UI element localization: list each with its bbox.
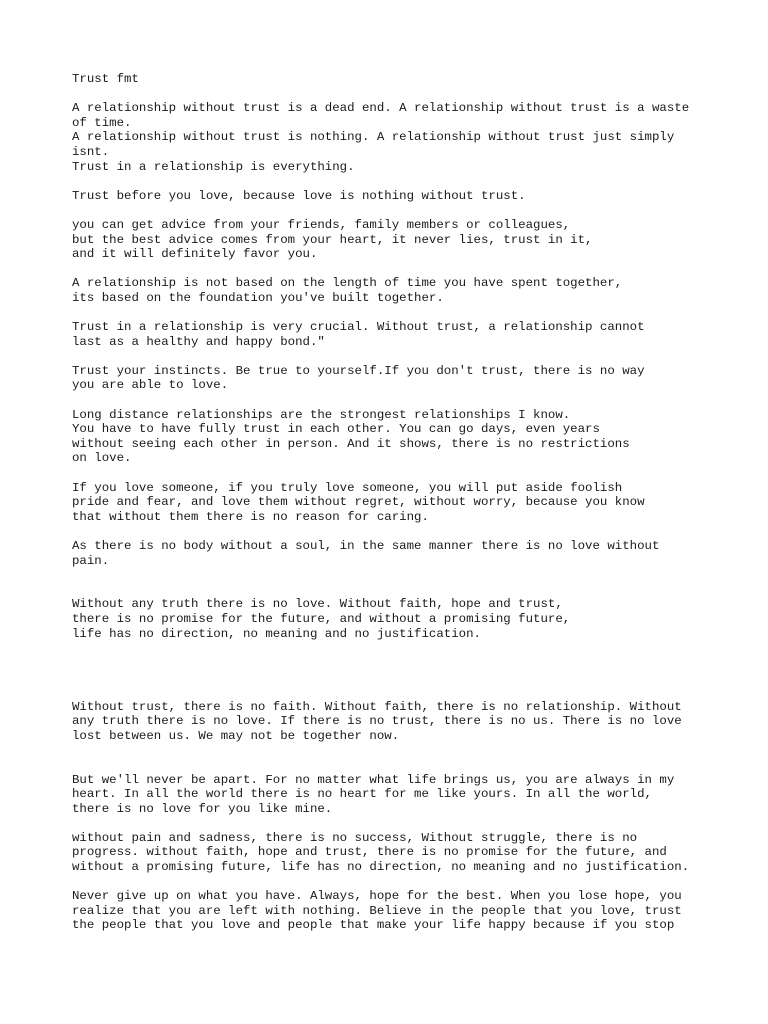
text-line: You have to have fully trust in each other. You can go days, even years [72, 422, 600, 437]
text-line: progress. without faith, hope and trust, there is no promise for the future, and [72, 845, 667, 860]
text-line: isnt. [72, 144, 110, 159]
text-line: Never give up on what you have. Always, hope for the best. When you lose hope, you [72, 889, 682, 904]
text-line: But we'll never be apart. For no matter what life brings us, you are always in my [72, 772, 675, 787]
text-line: As there is no body without a soul, in the same manner there is no love without [72, 539, 660, 553]
text-line: of time. [72, 115, 132, 130]
text-line: on love. [72, 451, 132, 466]
text-line: without a promising future, life has no direction, no meaning and no justification. [72, 860, 690, 875]
text-line: its based on the foundation you've built together. [72, 290, 444, 305]
text-line: life has no direction, no meaning and no justification. [72, 626, 481, 641]
paragraph-7 [72, 408, 732, 466]
text-line: and it will definitely favor you. [72, 247, 318, 262]
text-line: without seeing each other in person. And it shows, there is no restrictions [72, 436, 630, 451]
paragraph-14 [72, 889, 732, 933]
text-line: Long distance relationships are the strongest relationships I know. [72, 407, 571, 422]
paragraph-6 [72, 364, 732, 393]
text-line: A relationship without trust is nothing. A relationship without trust just simply [72, 130, 675, 145]
text-line: you can get advice from your friends, family members or colleagues, [72, 217, 571, 232]
text-line: there is no promise for the future, and without a promising future, [72, 611, 571, 626]
document-title: Trust fmt [72, 72, 139, 86]
text-line: realize that you are left with nothing. Believe in the people that you love, trust [72, 903, 682, 918]
text-line: last as a healthy and happy bond." [72, 334, 325, 349]
paragraph-8 [72, 481, 732, 525]
text-line: Without any truth there is no love. Without faith, hope and trust, [72, 597, 563, 612]
text-line: without pain and sadness, there is no success, Without struggle, there is no [72, 830, 638, 845]
text-line: lost between us. We may not be together now. [72, 728, 400, 743]
text-line: A relationship is not based on the length of time you have spent together, [72, 276, 623, 291]
text-line: Trust in a relationship is everything. [72, 159, 355, 174]
paragraph-13 [72, 831, 732, 875]
paragraph-12 [72, 773, 732, 817]
text-line: Trust in a relationship is very crucial. Without trust, a relationship cannot [72, 320, 645, 335]
paragraph-9 [72, 539, 732, 568]
text-line: Trust your instincts. Be true to yourself.If you don't trust, there is no way [72, 363, 645, 378]
text-line: heart. In all the world there is no heart for me like yours. In all the world, [72, 787, 652, 802]
paragraph-11 [72, 700, 732, 744]
paragraph-1 [72, 101, 732, 174]
text-line: A relationship without trust is a dead end. A relationship without trust is a waste [72, 101, 690, 116]
text-line: you are able to love. [72, 378, 229, 393]
text-line: pride and fear, and love them without regret, without worry, because you know [72, 495, 645, 510]
text-line: but the best advice comes from your heart, it never lies, trust in it, [72, 232, 593, 247]
text-line: any truth there is no love. If there is no trust, there is no us. There is no love [72, 714, 682, 729]
paragraph-4 [72, 276, 732, 305]
text-line: that without them there is no reason for caring. [72, 509, 429, 524]
paragraph-3 [72, 218, 732, 262]
text-line: Trust before you love, because love is nothing without trust. [72, 188, 526, 203]
text-line: Without trust, there is no faith. Without faith, there is no relationship. Without [72, 699, 682, 714]
text-line: pain. [72, 553, 110, 568]
text-line: If you love someone, if you truly love someone, you will put aside foolish [72, 480, 623, 495]
paragraph-10 [72, 597, 732, 641]
text-line: the people that you love and people that make your life happy because if you stop [72, 918, 675, 933]
document-page [72, 72, 732, 948]
text-line: there is no love for you like mine. [72, 801, 333, 816]
paragraph-5 [72, 320, 732, 349]
paragraph-2 [72, 189, 732, 204]
